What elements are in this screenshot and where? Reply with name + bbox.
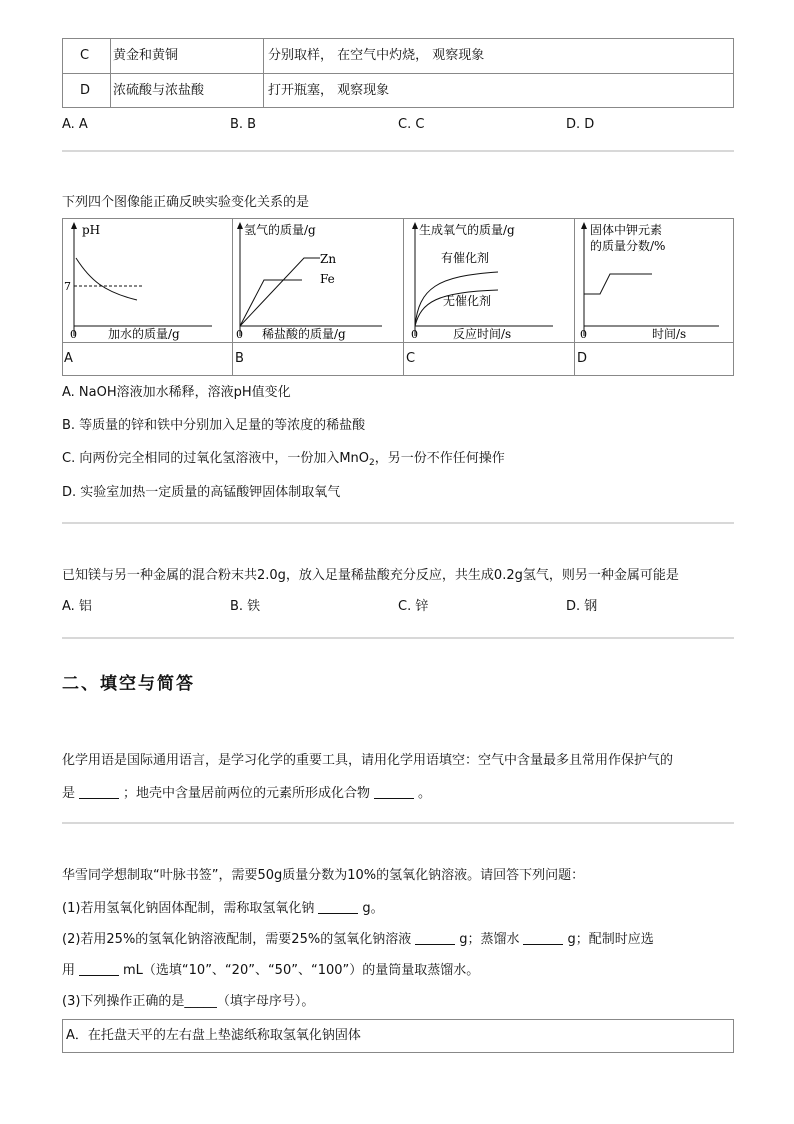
option-c[interactable] <box>62 450 505 472</box>
answer-blank[interactable] <box>374 784 414 799</box>
y-label-line2: 的质量分数/% <box>590 239 666 253</box>
origin-label: 0 <box>236 328 243 341</box>
option-a[interactable]: A. NaOH溶液加水稀释，溶液pH值变化 <box>62 385 291 400</box>
y-label: 生成氧气的质量/g <box>419 223 515 237</box>
question-stem-line2 <box>62 784 431 803</box>
origin-label: 0 <box>70 328 77 341</box>
option-c[interactable]: C. C <box>398 117 425 132</box>
option-b[interactable]: B. 等质量的锌和铁中分别加入足量的等浓度的稀盐酸 <box>62 418 366 433</box>
sub-question-3: (3)下列操作正确的是_____（填字母序号）。 <box>62 994 315 1009</box>
graph-a <box>62 218 232 342</box>
stem-text: 。 <box>418 786 432 801</box>
table-row-item: 黄金和黄铜 <box>113 48 179 63</box>
origin-label: 0 <box>411 328 418 341</box>
stem-text: (1)若用氢氧化钠固体配制，需称取氢氧化钠 <box>62 901 315 916</box>
option-d[interactable]: D. 实验室加热一定质量的高锰酸钾固体制取氧气 <box>62 485 341 500</box>
graph-label-c: C <box>406 351 416 366</box>
table-divider <box>62 73 734 74</box>
question-stem: 已知镁与另一种金属的混合粉末共2.0g，放入足量稀盐酸充分反应，共生成0.2g氢气，则另一种金属可能是 <box>62 568 679 583</box>
y-value-7: 7 <box>64 280 71 293</box>
series-fe: Fe <box>320 272 335 286</box>
table-row-item: 浓硫酸与浓盐酸 <box>113 83 205 98</box>
answer-blank[interactable] <box>415 930 455 945</box>
option-c[interactable]: C. 锌 <box>398 599 429 614</box>
option-a[interactable]: A. A <box>62 117 88 132</box>
y-axis-arrow <box>581 222 587 229</box>
divider <box>62 150 734 152</box>
stem-text: 是 <box>62 786 76 801</box>
stem-text: mL（选填“10”、“20”、“50”、“100”）的量筒量取蒸馏水。 <box>123 963 480 978</box>
y-axis-arrow <box>237 222 243 229</box>
stem-text: g；蒸馏水 <box>459 932 520 947</box>
table-row-method: 分别取样， 在空气中灼烧， 观察现象 <box>268 48 485 63</box>
series-no-catalyst: 无催化剂 <box>443 294 492 308</box>
sub-question-2 <box>62 930 654 949</box>
option-b[interactable]: B. B <box>230 117 257 132</box>
table-row-letter: C <box>80 48 90 63</box>
y-axis-arrow <box>412 222 418 229</box>
table-row-letter: D <box>80 83 91 98</box>
divider <box>62 637 734 639</box>
graph-label-b: B <box>235 351 244 366</box>
x-label: 时间/s <box>652 327 687 341</box>
graph-table-divider <box>62 342 734 343</box>
y-label: pH <box>82 223 101 237</box>
answer-blank[interactable] <box>523 930 563 945</box>
graph-d <box>574 218 734 342</box>
stem-text: (2)若用25%的氢氧化钠溶液配制，需要25%的氢氧化钠溶液 <box>62 932 412 947</box>
section-title: 二、填空与简答 <box>62 674 195 694</box>
x-label: 稀盐酸的质量/g <box>262 327 346 341</box>
divider <box>62 822 734 824</box>
answer-blank[interactable] <box>79 961 119 976</box>
option-a[interactable]: A. 铝 <box>62 599 92 614</box>
answer-blank[interactable] <box>79 784 119 799</box>
question-stem: 华雪同学想制取“叶脉书签”，需要50g质量分数为10%的氢氧化钠溶液。请回答下列问题： <box>62 868 585 883</box>
stem-text: ；地壳中含量居前两位的元素所形成化合物 <box>123 786 371 801</box>
option-box-a[interactable]: A．在托盘天平的左右盘上垫滤纸称取氢氧化钠固体 <box>66 1028 361 1043</box>
option-c-text: C. 向两份完全相同的过氧化氢溶液中，一份加入MnO <box>62 451 370 466</box>
table-row-method: 打开瓶塞， 观察现象 <box>268 83 390 98</box>
question-stem: 下列四个图像能正确反映实验变化关系的是 <box>62 195 310 210</box>
sub-question-2-cont <box>62 961 479 980</box>
x-label: 反应时间/s <box>453 327 512 341</box>
y-axis-arrow <box>71 222 77 229</box>
stem-text: 用 <box>62 963 76 978</box>
graph-label-d: D <box>577 351 588 366</box>
fe-line <box>240 258 320 326</box>
graph-c <box>403 218 574 342</box>
option-d[interactable]: D. 钢 <box>566 599 598 614</box>
sub-question-1 <box>62 899 384 918</box>
divider <box>62 522 734 524</box>
option-d[interactable]: D. D <box>566 117 595 132</box>
zn-line <box>240 280 302 326</box>
answer-blank[interactable] <box>318 899 358 914</box>
y-label-line1: 固体中钾元素 <box>590 223 663 237</box>
y-label: 氢气的质量/g <box>244 223 316 237</box>
graph-label-a: A <box>64 351 73 366</box>
series-catalyst: 有催化剂 <box>441 251 490 265</box>
series-zn: Zn <box>320 252 337 266</box>
subscript-2: 2 <box>369 458 375 468</box>
x-label: 加水的质量/g <box>108 327 180 341</box>
table-divider <box>110 38 111 108</box>
table-divider <box>263 38 264 108</box>
stem-text: g。 <box>362 901 384 916</box>
option-b[interactable]: B. 铁 <box>230 599 261 614</box>
option-c-text-end: ，另一份不作任何操作 <box>374 451 505 466</box>
question-stem: 化学用语是国际通用语言，是学习化学的重要工具，请用化学用语填空：空气中含量最多且常用作保护气的 <box>62 753 674 768</box>
graph-b <box>232 218 403 342</box>
stem-text: g；配制时应选 <box>567 932 654 947</box>
ph-curve <box>76 258 137 300</box>
potassium-line <box>584 274 652 294</box>
origin-label: 0 <box>580 328 587 341</box>
